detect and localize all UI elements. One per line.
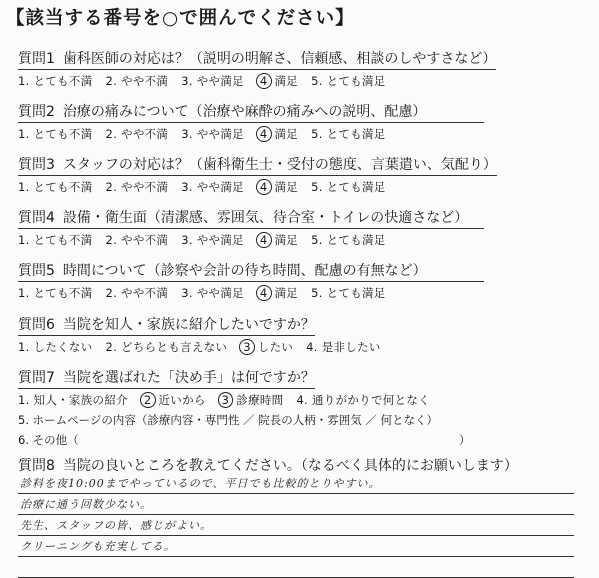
question-text: 当院を選ばれた「決め手」は何ですか？ (62, 370, 315, 386)
option-1[interactable]: 1. とても不満 (18, 127, 93, 141)
question-number: 質問4 (18, 210, 55, 226)
option-3[interactable]: 3. やや満足 (181, 127, 244, 141)
question-title (18, 154, 497, 176)
question-number: 質問7 (18, 370, 55, 386)
question-5 (18, 260, 588, 301)
question-4 (18, 207, 588, 248)
answer-line (18, 473, 574, 494)
question-number: 質問6 (18, 317, 55, 333)
option-2[interactable]: 2. やや不満 (105, 74, 169, 88)
question-title (18, 207, 484, 229)
handwritten-answer: クリーニングも充実してる。 (20, 540, 176, 553)
option-label: 満足 (274, 74, 299, 88)
question-3 (18, 154, 588, 195)
option-3-circled[interactable] (240, 339, 293, 355)
question-title (18, 101, 484, 123)
question-title (18, 367, 315, 389)
other-close-paren: ） (459, 433, 471, 447)
option-label: 近いから (158, 393, 206, 407)
option-1[interactable]: 1. とても不満 (18, 74, 93, 88)
question-text: 治療の痛みについて（治療や麻酔の痛みへの説明、配慮） (62, 104, 427, 120)
question-number: 質問1 (18, 51, 55, 67)
question-title (18, 260, 484, 282)
option-label: したい (257, 340, 294, 354)
option-5[interactable]: 5. とても満足 (311, 74, 386, 88)
option-5[interactable]: 5. とても満足 (311, 286, 386, 300)
circled-number: 4 (256, 179, 272, 195)
option-2[interactable]: 2. やや不満 (105, 233, 169, 247)
answer-options (18, 285, 588, 301)
question-title (18, 48, 496, 70)
question-text: 歯科医師の対応は？（説明の明解さ、信頼感、相談のしやすさなど） (62, 51, 497, 67)
option-1[interactable]: 1. したくない (18, 340, 93, 354)
circled-number: 3 (239, 339, 255, 355)
option-4[interactable]: 4. 是非したい (306, 340, 381, 354)
option-label: 診療時間 (236, 393, 284, 407)
option-1[interactable]: 1. とても不満 (18, 286, 93, 300)
answer-options (18, 232, 588, 248)
question-number: 質問8 (18, 458, 55, 474)
option-4-circled[interactable] (257, 126, 298, 142)
question-text: 当院の良いところを教えてください。（なるべく具体的にお願いします） (62, 458, 518, 474)
page-title: 【該当する番号を○で囲んでください】 (6, 8, 355, 29)
option-5[interactable]: 5. とても満足 (311, 180, 386, 194)
circled-number: 4 (256, 285, 272, 301)
option-4-circled[interactable] (257, 232, 298, 248)
option-3[interactable]: 3. やや満足 (181, 74, 244, 88)
option-label: 満足 (274, 233, 299, 247)
option-1[interactable]: 1. 知人・家族の紹介 (18, 393, 128, 407)
question-1 (18, 48, 588, 89)
answer-options (18, 392, 588, 408)
handwritten-answer: 治療に通う回数少ない。 (20, 498, 152, 511)
option-2[interactable]: 2. やや不満 (105, 286, 169, 300)
option-3[interactable]: 3. やや満足 (181, 286, 244, 300)
option-1[interactable]: 1. とても不満 (18, 233, 93, 247)
circled-number: 4 (256, 232, 272, 248)
answer-line (18, 494, 574, 515)
circled-number: 4 (256, 73, 272, 89)
answer-line (18, 557, 574, 578)
question-6 (18, 314, 588, 355)
option-3[interactable]: 3. やや満足 (181, 180, 244, 194)
question-7 (18, 367, 588, 448)
question-title (18, 314, 315, 336)
option-5[interactable]: 5. とても満足 (311, 127, 386, 141)
answer-line (18, 515, 574, 536)
answer-options (18, 179, 588, 195)
option-3-circled[interactable] (219, 392, 284, 408)
handwritten-answer: 先生、スタッフの皆、感じがよい。 (20, 519, 212, 532)
option-6-line[interactable] (18, 432, 588, 448)
option-3[interactable]: 3. やや満足 (181, 233, 244, 247)
option-4-circled[interactable] (257, 179, 298, 195)
question-number: 質問3 (18, 157, 55, 173)
handwritten-answer: 診料を夜10:00までやっているので、平日でも比較的とりやすい。 (20, 477, 381, 490)
question-number: 質問2 (18, 104, 55, 120)
option-2[interactable]: 2. やや不満 (105, 180, 169, 194)
question-2 (18, 101, 588, 142)
freeform-answer-area[interactable] (18, 473, 574, 578)
option-1[interactable]: 1. とても不満 (18, 180, 93, 194)
option-2-circled[interactable] (141, 392, 206, 408)
option-5-line[interactable]: 5. ホームページの内容（診療内容・専門性 ／ 院長の人柄・雰囲気 ／ 何となく） (18, 413, 439, 427)
answer-options (18, 73, 588, 89)
other-label: 6. その他（ (18, 433, 79, 447)
option-label: 満足 (274, 286, 299, 300)
question-text: 当院を知人・家族に紹介したいですか？ (62, 317, 315, 333)
question-number: 質問5 (18, 263, 55, 279)
circled-number: 3 (218, 392, 234, 408)
option-2[interactable]: 2. やや不満 (105, 127, 169, 141)
option-5[interactable]: 5. とても満足 (311, 233, 386, 247)
answer-options (18, 339, 588, 355)
answer-options (18, 126, 588, 142)
option-4[interactable]: 4. 通りがかりで何となく (296, 393, 430, 407)
circled-number: 4 (256, 126, 272, 142)
option-4-circled[interactable] (257, 285, 298, 301)
answer-line (18, 536, 574, 557)
option-2[interactable]: 2. どちらとも言えない (105, 340, 228, 354)
circled-number: 2 (140, 392, 156, 408)
option-4-circled[interactable] (257, 73, 298, 89)
question-text: 設備・衛生面（清潔感、雰囲気、待合室・トイレの快適さなど） (62, 210, 469, 226)
option-label: 満足 (274, 127, 299, 141)
option-label: 満足 (274, 180, 299, 194)
question-text: 時間について（診察や会計の待ち時間、配慮の有無など） (62, 263, 427, 279)
question-text: スタッフの対応は？（歯科衛生士・受付の態度、言葉遣い、気配り） (62, 157, 497, 173)
